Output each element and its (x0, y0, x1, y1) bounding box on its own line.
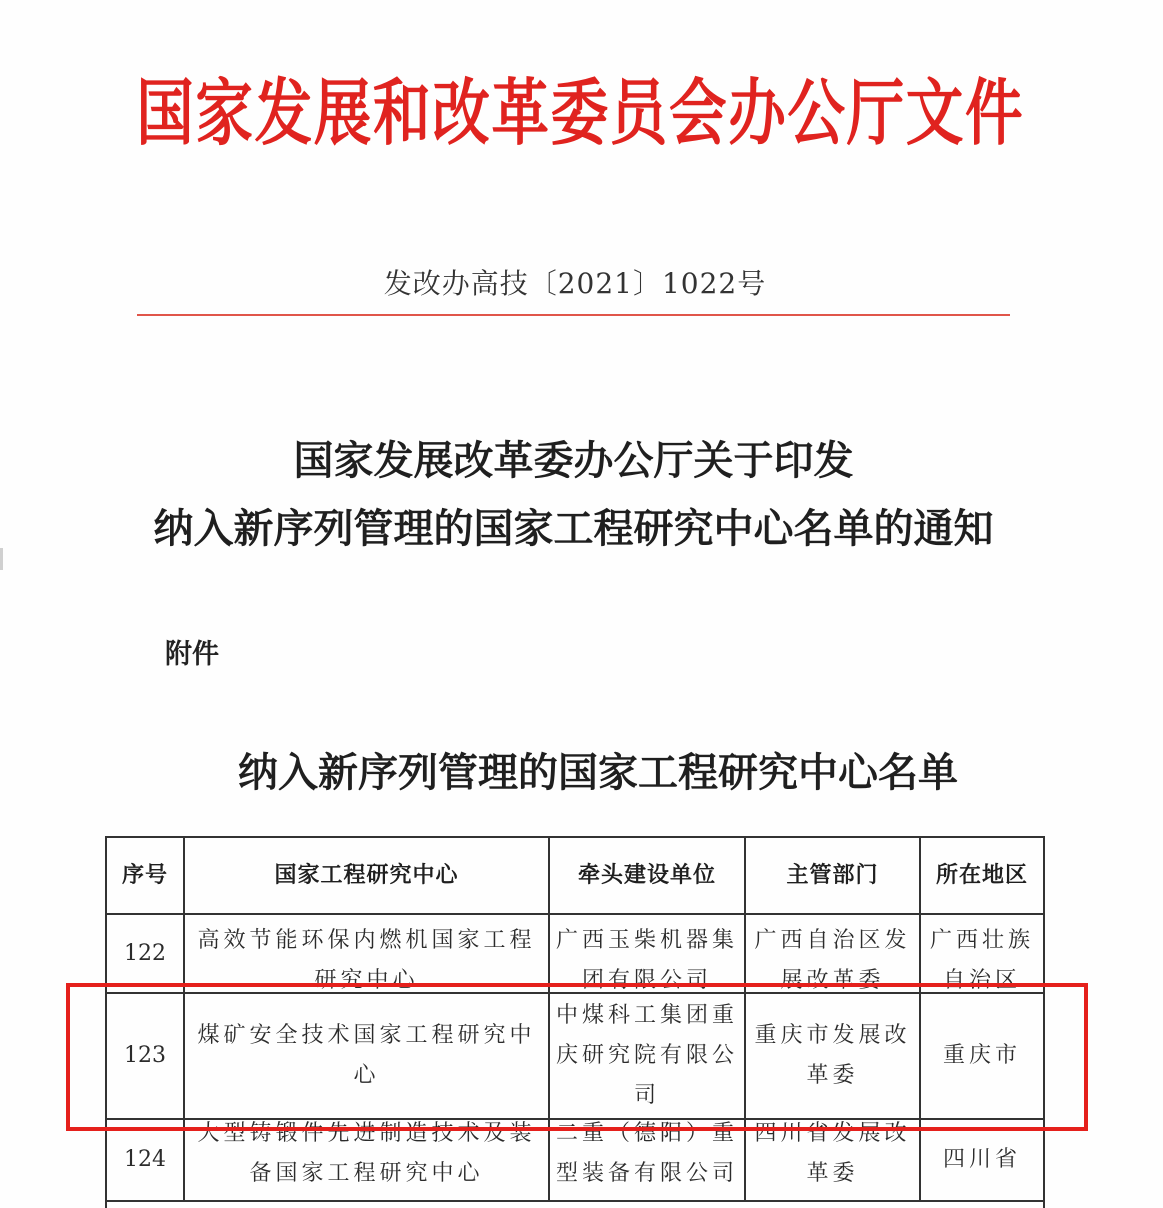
row-number-text: 122 (124, 940, 166, 966)
region-cell: 四川省 (942, 1147, 1021, 1172)
lead-unit-cell: 广西玉柴机器集团有限公司 (550, 915, 746, 992)
department-cell: 广西自治区发展改革委 (746, 915, 921, 992)
list-title: 纳入新序列管理的国家工程研究中心名单 (238, 749, 958, 796)
department-cell: 四川省发展改革委 (746, 1120, 921, 1200)
header-cell-no: 序号 (107, 838, 185, 913)
document-number: 发改办高技〔2021〕1022号 (383, 267, 767, 300)
scan-edge-mark (0, 548, 3, 570)
notice-title-line-1: 国家发展改革委办公厅关于印发 (293, 437, 854, 484)
header-cell-unit: 牵头建设单位 (550, 838, 746, 913)
lead-unit-cell: 二重（德阳）重型装备有限公司 (550, 1120, 746, 1200)
center-name-cell: 煤矿安全技术国家工程研究中心 (185, 994, 550, 1118)
center-name-cell: 高效节能环保内燃机国家工程研究中心 (185, 915, 550, 992)
attachment-label: 附件 (165, 639, 219, 670)
table-row (107, 1120, 1043, 1202)
region-cell: 重庆市 (942, 1043, 1021, 1068)
header-cell-dept: 主管部门 (746, 838, 921, 913)
header-cell-center: 国家工程研究中心 (185, 838, 550, 913)
row-number (107, 915, 185, 992)
header-cell-region: 所在地区 (935, 862, 1028, 888)
red-header-title: 国家发展和改革委员会办公厅文件 (136, 71, 1025, 155)
department-cell: 重庆市发展改革委 (746, 994, 921, 1118)
region-cell: 广西壮族自治区 (929, 928, 1034, 992)
row-number (107, 1120, 185, 1200)
table-header-row (107, 838, 1043, 915)
row-number-text: 124 (124, 1147, 166, 1172)
red-divider-line (137, 314, 1010, 316)
highlight-box (66, 983, 1088, 1131)
lead-unit-cell: 中煤科工集团重庆研究院有限公司 (550, 994, 746, 1118)
notice-title-line-2: 纳入新序列管理的国家工程研究中心名单的通知 (153, 505, 994, 552)
row-number-text: 123 (124, 1043, 166, 1068)
center-name-cell: 大型铸锻件先进制造技术及装备国家工程研究中心 (185, 1120, 550, 1200)
